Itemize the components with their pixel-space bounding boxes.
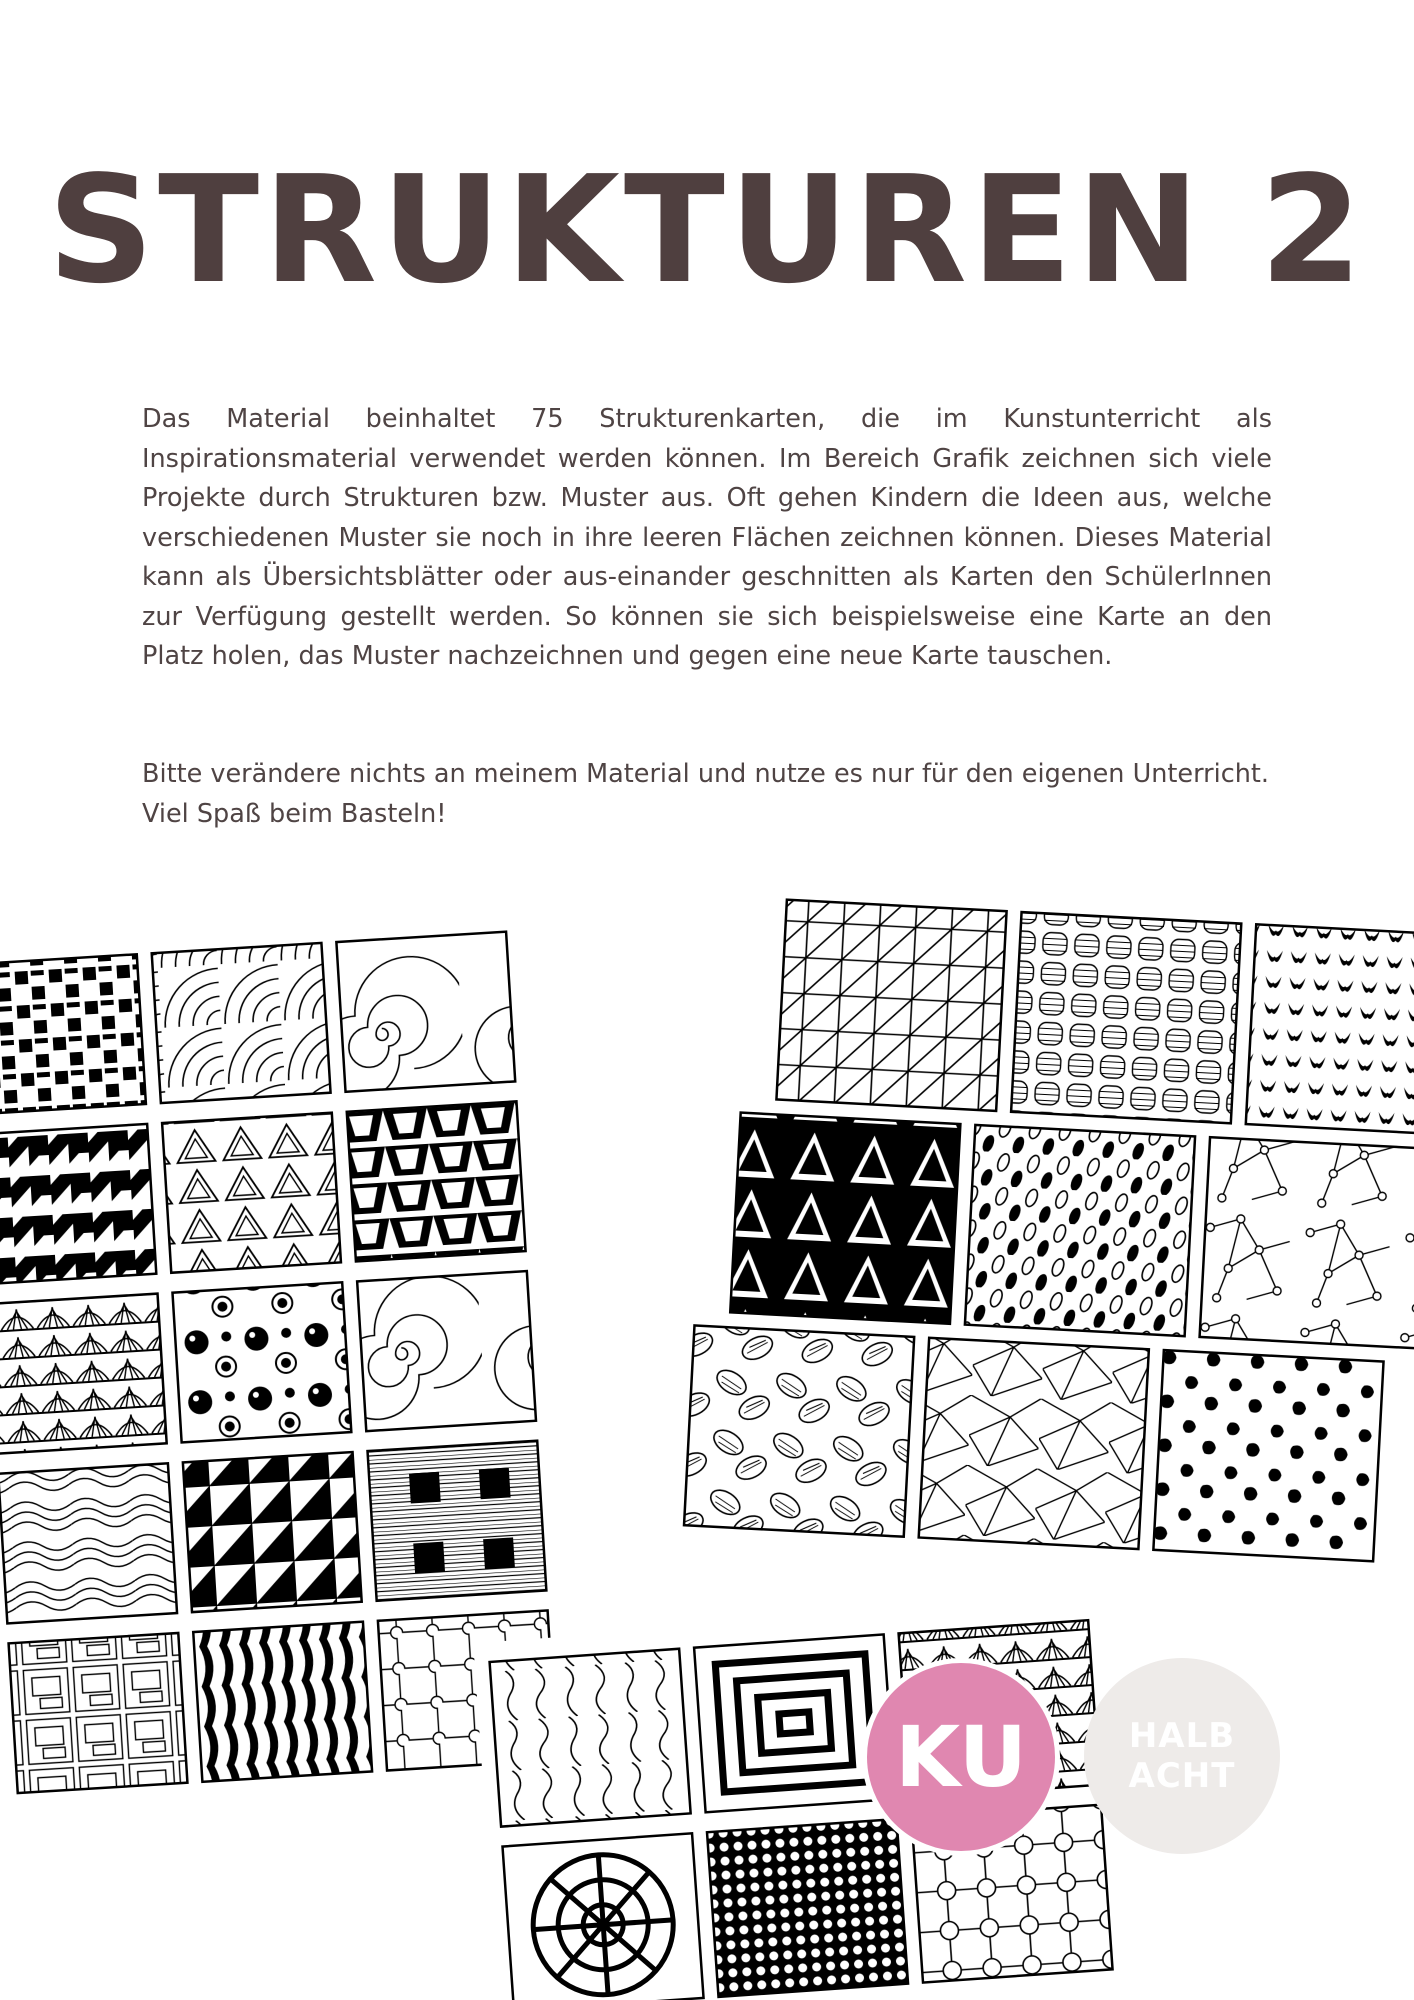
halbacht-logo-badge: [1084, 1658, 1280, 1854]
page-title: STRUKTUREN 2: [47, 144, 1367, 316]
ku-logo-badge: [862, 1658, 1060, 1856]
note-paragraph: Bitte verändere nichts an meinem Material und nutze es nur für den eigenen Unterricht. Viel Spaß beim Basteln!: [142, 759, 1269, 829]
halb-logo-text: HALB: [1128, 1716, 1236, 1756]
intro-paragraph: Das Material beinhaltet 75 Strukturenkarten, die im Kunstunterricht als Inspirationsmaterial verwendet werden können. Im Bereich Grafik zeichnen sich viele Projekte durch Strukturen bzw. Muster aus. Oft gehen Kindern die Ideen aus, welche verschiedenen Muster sie noch in ihre leeren Flächen zeichnen können. Dieses Material kann als Übersichtsblätter oder aus-einander geschnitten als Karten den SchülerInnen zur Verfügung gestellt werden. So können sie sich beispielsweise eine Karte an den Platz holen, das Muster nachzeichnen und gegen eine neue Karte tauschen.: [142, 404, 1272, 671]
right-pattern-sheet: [680, 890, 1414, 1645]
ku-logo-text: KU: [895, 1708, 1027, 1806]
acht-logo-text: ACHT: [1128, 1756, 1236, 1796]
